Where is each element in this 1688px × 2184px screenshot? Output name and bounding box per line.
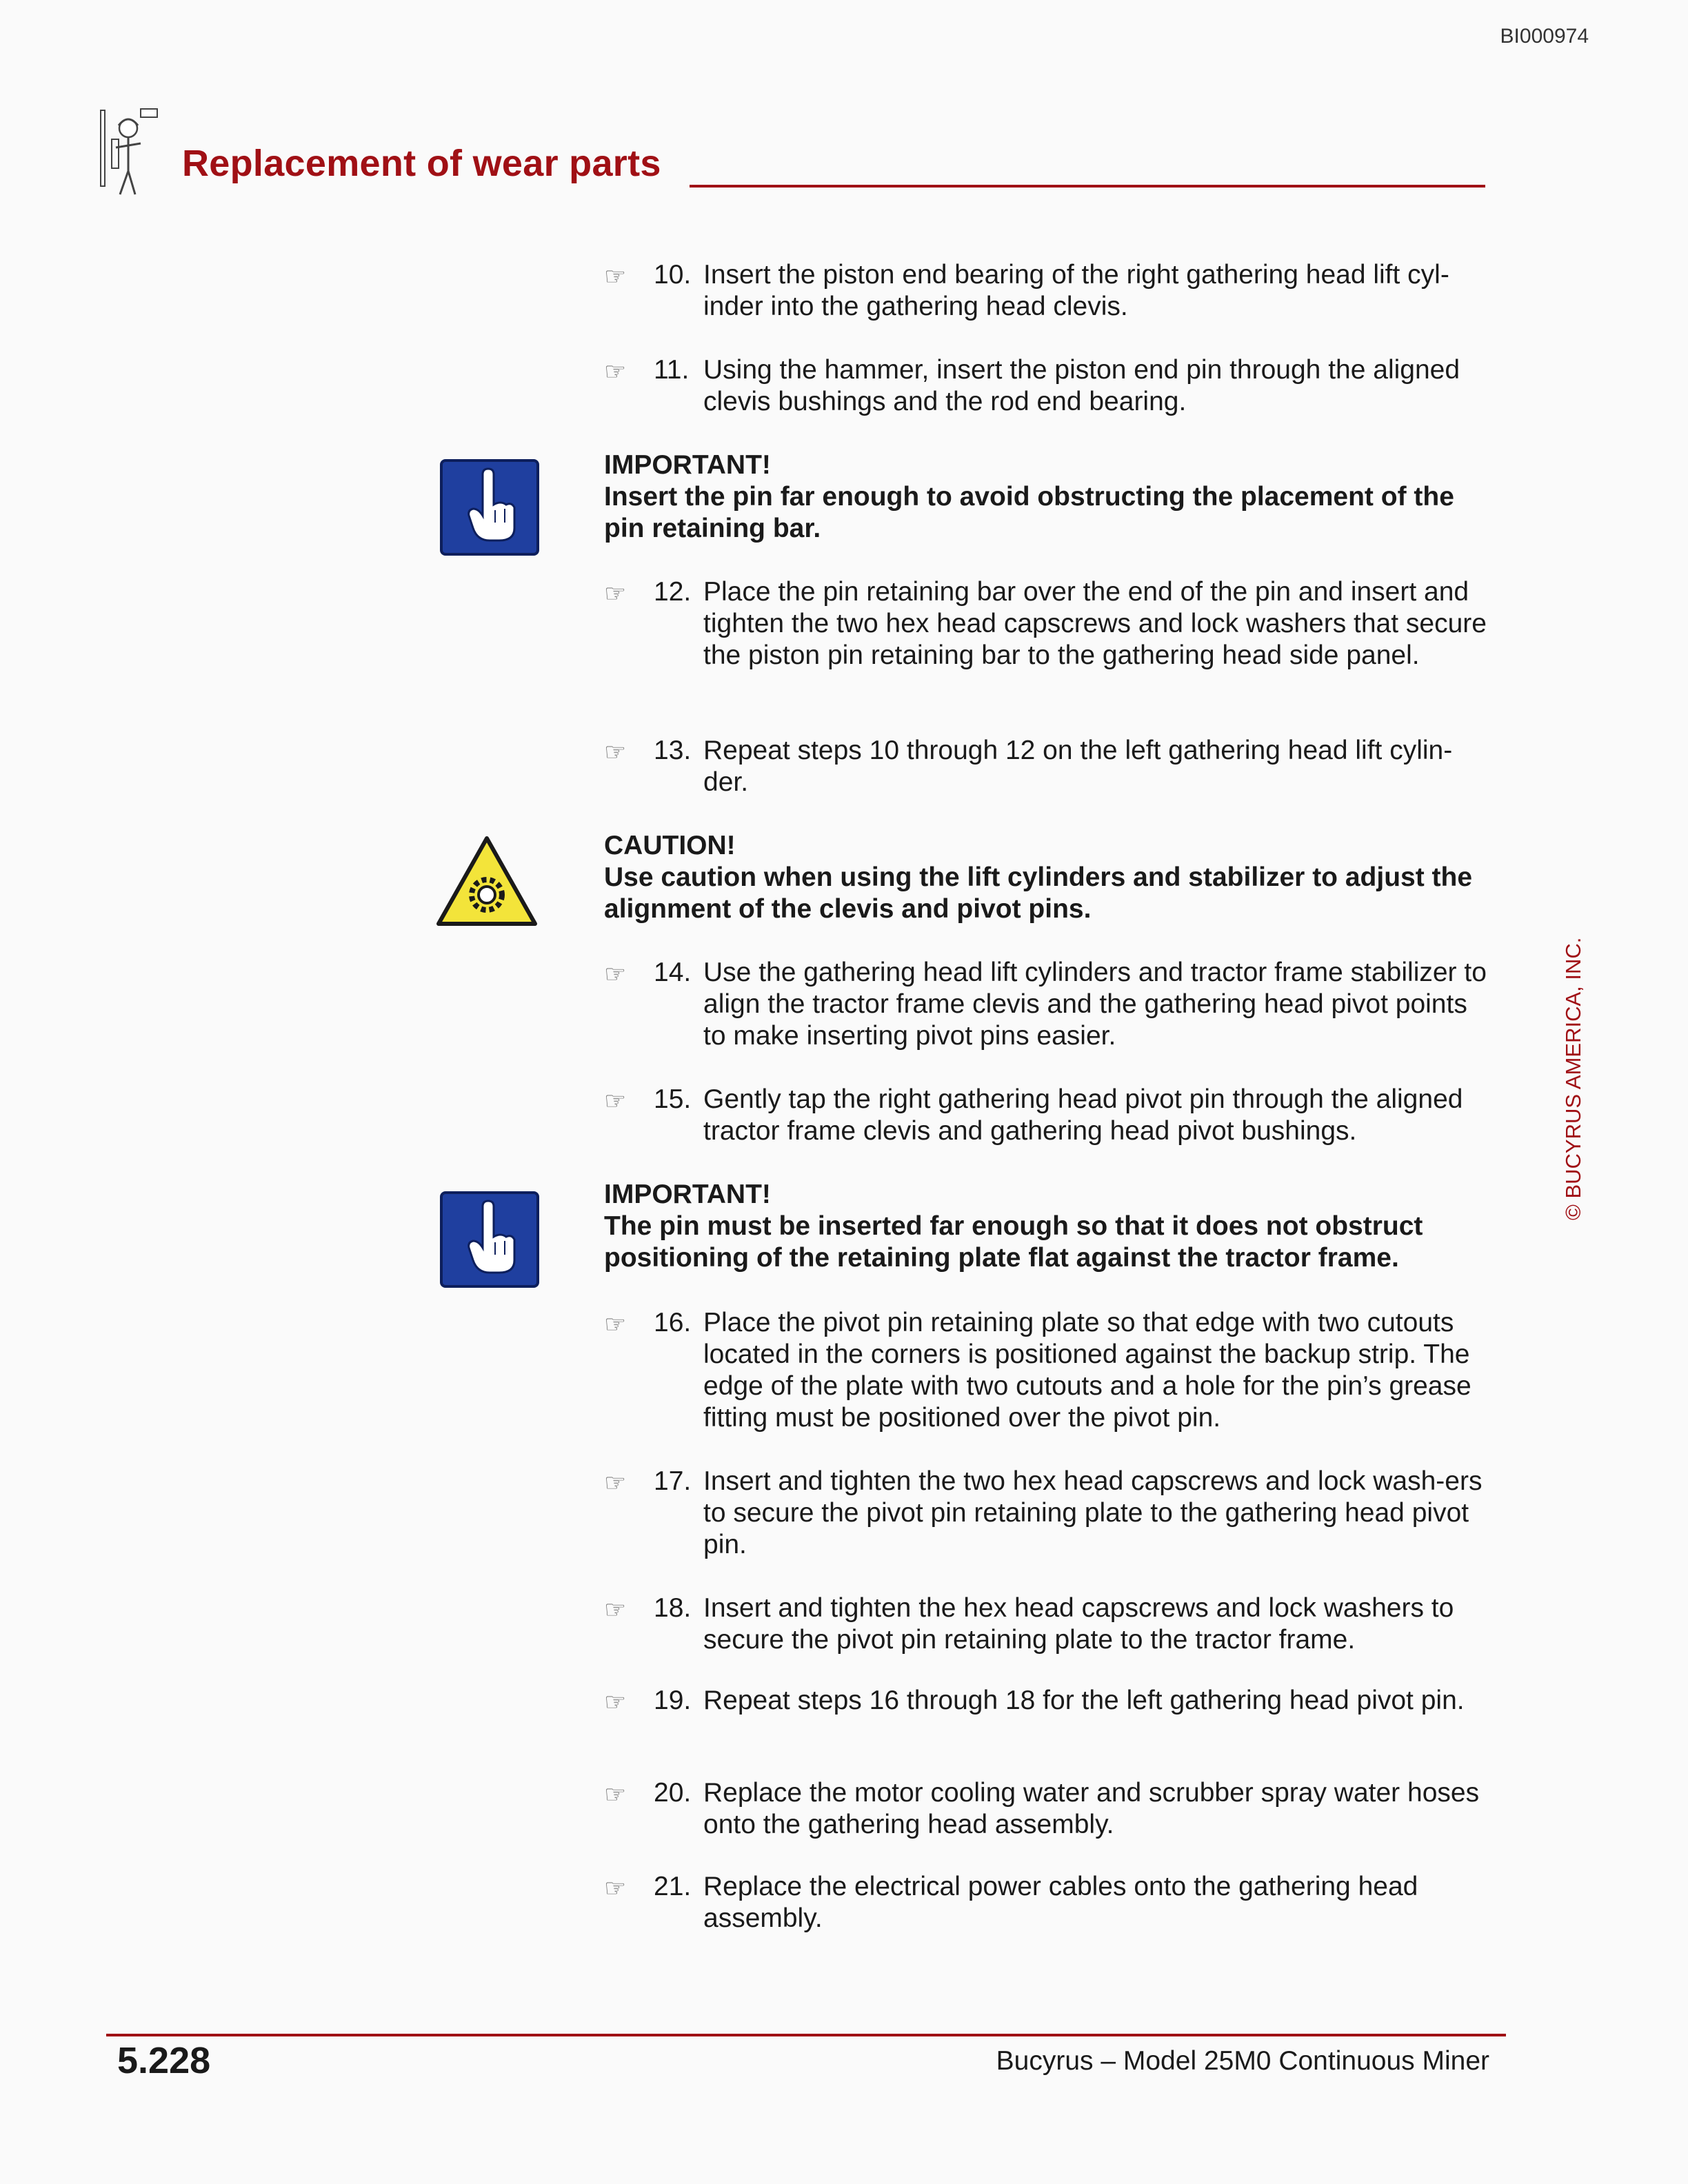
step-text: Using the hammer, insert the piston end pin through the aligned clevis bushings and the rod end bearing. bbox=[703, 355, 1460, 416]
footer-divider bbox=[106, 2034, 1506, 2036]
note-text: Insert the pin far enough to avoid obstructing the placement of the pin retaining bar. bbox=[604, 482, 1454, 543]
step-number: 13. bbox=[654, 736, 692, 765]
copyright-notice: © BUCYRUS AMERICA, INC. bbox=[1561, 937, 1585, 1220]
step-11 bbox=[604, 354, 1494, 418]
pointing-hand-bullet-icon: ☞ bbox=[604, 960, 627, 988]
pointing-hand-bullet-icon: ☞ bbox=[604, 1086, 627, 1115]
step-number: 11. bbox=[654, 355, 690, 385]
step-number: 20. bbox=[654, 1778, 692, 1808]
step-number: 17. bbox=[654, 1466, 692, 1496]
step-number: 19. bbox=[654, 1686, 692, 1715]
step-text: Place the pivot pin retaining plate so that edge with two cutouts located in the corners is positioned against the backup strip. The edge of the plate with two cutouts and a hole for the pin’s grease fitting must be positioned over the pivot pin. bbox=[703, 1308, 1471, 1433]
step-19 bbox=[604, 1685, 1494, 1717]
pointing-hand-icon bbox=[440, 1191, 539, 1288]
caution-note bbox=[604, 830, 1494, 925]
step-text: Insert and tighten the two hex head capscrews and lock wash-ers to secure the pivot pin retaining plate to the gathering head pivot pin. bbox=[703, 1466, 1483, 1559]
pointing-hand-bullet-icon: ☞ bbox=[604, 1874, 627, 1902]
pointing-hand-bullet-icon: ☞ bbox=[604, 738, 627, 766]
step-12 bbox=[604, 576, 1494, 671]
pointing-hand-bullet-icon: ☞ bbox=[604, 579, 627, 607]
worker-icon bbox=[98, 108, 160, 197]
pointing-hand-bullet-icon: ☞ bbox=[604, 1688, 627, 1716]
note-heading: IMPORTANT! bbox=[604, 450, 771, 480]
pointing-hand-bullet-icon: ☞ bbox=[604, 1595, 627, 1624]
step-text: Place the pin retaining bar over the end of the pin and insert and tighten the two hex head capscrews and lock washers that secure the piston pin retaining bar to the gathering head side panel. bbox=[703, 577, 1487, 670]
caution-gear-icon bbox=[434, 834, 539, 929]
important-note bbox=[604, 449, 1494, 545]
note-heading: CAUTION! bbox=[604, 831, 736, 860]
step-number: 16. bbox=[654, 1308, 692, 1337]
step-number: 21. bbox=[654, 1872, 692, 1901]
step-text: Insert and tighten the hex head capscrews and lock washers to secure the pivot pin retaining plate to the tractor frame. bbox=[703, 1593, 1454, 1655]
pointing-hand-bullet-icon: ☞ bbox=[604, 1780, 627, 1808]
pointing-hand-bullet-icon: ☞ bbox=[604, 357, 627, 385]
pointing-hand-icon bbox=[440, 459, 539, 556]
page-number: 5.228 bbox=[117, 2040, 211, 2081]
note-text: The pin must be inserted far enough so that it does not obstruct positioning of the retaining plate flat against the tractor frame. bbox=[604, 1211, 1423, 1273]
step-text: Use the gathering head lift cylinders and tractor frame stabilizer to align the tractor frame clevis and the gathering head pivot points to make inserting pivot pins easier. bbox=[703, 958, 1487, 1051]
note-heading: IMPORTANT! bbox=[604, 1180, 771, 1209]
step-number: 14. bbox=[654, 958, 692, 987]
step-18 bbox=[604, 1593, 1494, 1656]
important-note bbox=[604, 1179, 1494, 1274]
step-13 bbox=[604, 735, 1494, 798]
step-number: 12. bbox=[654, 577, 692, 607]
step-text: Insert the piston end bearing of the right gathering head lift cyl-inder into the gathering head clevis. bbox=[703, 260, 1449, 321]
step-text: Repeat steps 16 through 18 for the left gathering head pivot pin. bbox=[703, 1686, 1465, 1715]
step-text: Replace the motor cooling water and scrubber spray water hoses onto the gathering head assembly. bbox=[703, 1778, 1480, 1839]
step-15 bbox=[604, 1084, 1494, 1147]
step-number: 10. bbox=[654, 260, 692, 290]
step-text: Gently tap the right gathering head pivot pin through the aligned tractor frame clevis and gathering head pivot bushings. bbox=[703, 1084, 1463, 1146]
note-text: Use caution when using the lift cylinders and stabilizer to adjust the alignment of the clevis and pivot pins. bbox=[604, 862, 1473, 924]
step-16 bbox=[604, 1307, 1494, 1434]
document-id: BI000974 bbox=[1500, 25, 1589, 48]
step-17 bbox=[604, 1466, 1494, 1561]
step-number: 15. bbox=[654, 1084, 692, 1114]
step-10 bbox=[604, 259, 1494, 323]
pointing-hand-bullet-icon: ☞ bbox=[604, 1310, 627, 1338]
step-21 bbox=[604, 1871, 1494, 1934]
step-20 bbox=[604, 1777, 1494, 1841]
step-text: Repeat steps 10 through 12 on the left gathering head lift cylin-der. bbox=[703, 736, 1453, 797]
step-number: 18. bbox=[654, 1593, 692, 1623]
section-title: Replacement of wear parts bbox=[182, 143, 661, 184]
title-divider bbox=[690, 185, 1485, 188]
pointing-hand-bullet-icon: ☞ bbox=[604, 1468, 627, 1497]
pointing-hand-bullet-icon: ☞ bbox=[604, 262, 627, 290]
step-14 bbox=[604, 957, 1494, 1052]
step-text: Replace the electrical power cables onto the gathering head assembly. bbox=[703, 1872, 1418, 1933]
footer-title: Bucyrus – Model 25M0 Continuous Miner bbox=[996, 2046, 1489, 2076]
